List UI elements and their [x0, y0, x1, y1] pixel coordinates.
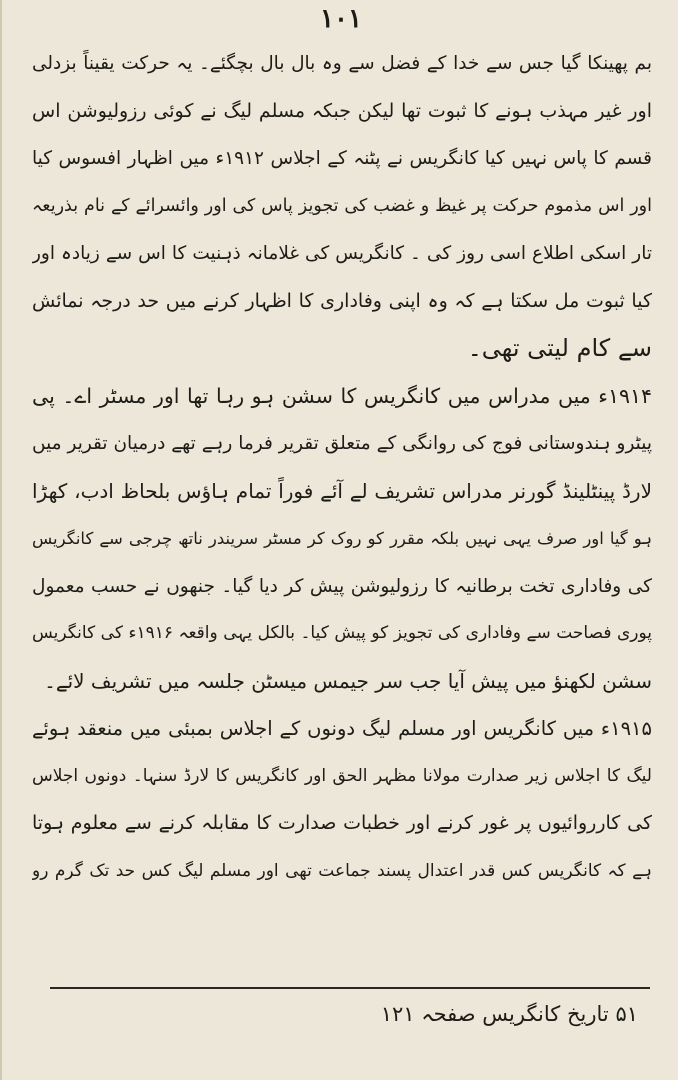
text-line: ۱۹۱۵ء میں کانگریس اور مسلم لیگ دونوں کے اجلاس بمبئی میں منعقد ہوئے	[32, 717, 652, 740]
footnote: ۵۱ تاریخ کانگریس صفحہ ۱۲۱	[380, 1002, 638, 1026]
text-line: اور اس مذموم حرکت پر غیظ و غضب کی تجویز پاس کی اور وائسرائے کے نام بذریعہ	[32, 195, 652, 216]
text-line: تار اسکی اطلاع اسی روز کی ۔ کانگریس کی غلامانہ ذہنیت کا اس سے زیادہ اور	[32, 243, 652, 264]
text-line: سشن لکھنؤ میں پیش آیا جب سر جیمس میسٹن جلسہ میں تشریف لائے۔	[44, 668, 652, 693]
text-line: کی وفاداری تخت برطانیہ کا رزولیوشن پیش کر دیا گیا۔ جنھوں نے حسب معمول	[32, 575, 652, 597]
text-line: اور غیر مہذب ہونے کا ثبوت تھا لیکن جبکہ مسلم لیگ نے کوئی رزولیوشن اس	[32, 99, 652, 122]
text-line: ۱۹۱۴ء میں مدراس میں کانگریس کا سشن ہو رہا تھا اور مسٹر اے۔ پی	[32, 383, 652, 408]
text-line: بم پھینکا گیا جس سے خدا کے فضل سے وہ بال بال بچگئے۔ یہ حرکت یقیناً بزدلی	[32, 53, 652, 74]
page-number: ١٠١	[320, 4, 362, 34]
text-line: پیٹرو ہندوستانی فوج کی روانگی کے متعلق تقریر فرما رہے تھے درمیان تقریر میں	[32, 433, 652, 454]
text-line: سے کام لیتی تھی۔	[467, 334, 652, 362]
text-line: کی کارروائیوں پر غور کرنے اور خطبات صدارت کا مقابلہ کرنے سے معلوم ہوتا	[32, 812, 652, 834]
text-line: قسم کا پاس نہیں کیا کانگریس نے پٹنہ کے اجلاس ۱۹۱۲ء میں اظہار افسوس کیا	[32, 148, 652, 169]
footnote-divider	[50, 987, 650, 989]
text-line: ہے کہ کانگریس کس قدر اعتدال پسند جماعت تھی اور مسلم لیگ کس حد تک گرم رو	[32, 860, 652, 881]
text-line: پوری فصاحت سے وفاداری کی تجویز کو پیش کیا۔ بالکل یہی واقعہ ۱۹۱۶ء کی کانگریس	[32, 623, 652, 643]
text-line: لیگ کا اجلاس زیر صدارت مولانا مظہر الحق اور کانگریس کا لارڈ سنہا۔ دونوں اجلاس	[32, 765, 652, 786]
text-line: لارڈ پینٹلینڈ گورنر مدراس تشریف لے آئے فوراً تمام ہاؤس بلحاظ ادب، کھڑا	[32, 478, 652, 503]
text-line: کیا ثبوت مل سکتا ہے کہ وہ اپنی وفاداری کا اظہار کرنے میں حد درجہ نمائش	[32, 289, 652, 312]
text-line: ہو گیا اور صرف یہی نہیں بلکہ مقرر کو روک کر مسٹر سریندر ناتھ چرجی سے کانگریس	[32, 529, 652, 548]
page-body-text	[32, 40, 652, 895]
